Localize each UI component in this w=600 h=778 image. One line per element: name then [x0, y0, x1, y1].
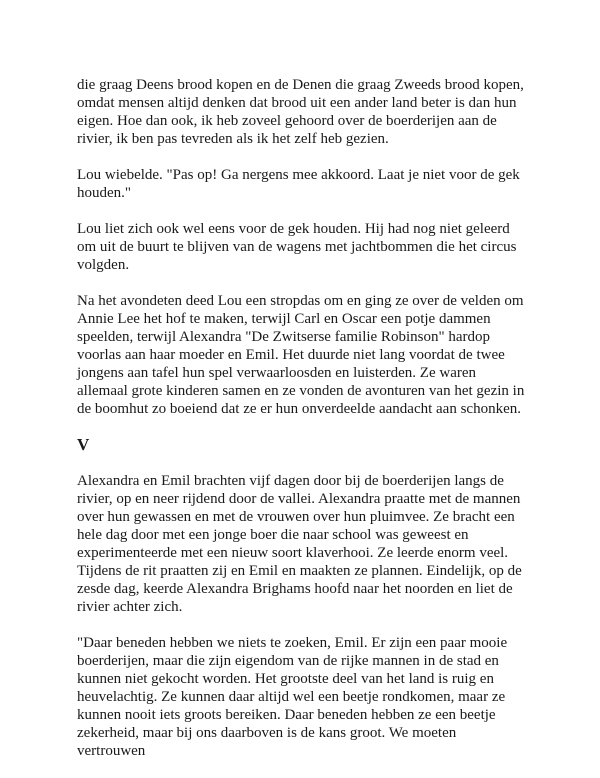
paragraph: Na het avondeten deed Lou een stropdas om en ging ze over de velden om Annie Lee het hof te maken, terwijl Carl en Oscar een potje dammen speelden, terwijl Alexandra "De Zwitserse familie Robinson" hardop voorlas aan haar moeder en Emil. Het duurde niet lang voordat de twee jongens aan tafel hun spel verwaarloosden en luisterden. Ze waren allemaal grote kinderen samen en ze vonden de avonturen van het gezin in de boomhut zo boeiend dat ze er hun onverdeelde aandacht aan schonken. [77, 293, 525, 417]
paragraph: Alexandra en Emil brachten vijf dagen door bij de boerderijen langs de rivier, op en neer rijdend door de vallei. Alexandra praatte met de mannen over hun gewassen en met de vrouwen over hun pluimvee. Ze bracht een hele dag door met een jonge boer die naar school was geweest en experimenteerde met een nieuw soort klaverhooi. Ze leerde enorm veel. Tijdens de rit praatten zij en Emil en maakten ze plannen. Eindelijk, op de zesde dag, keerde Alexandra Brighams hoofd naar het noorden en liet de rivier achter zich. [77, 473, 522, 615]
paragraph: Lou wiebelde. "Pas op! Ga nergens mee akkoord. Laat je niet voor de gek houden." [77, 167, 520, 201]
paragraph: "Daar beneden hebben we niets te zoeken, Emil. Er zijn een paar mooie boerderijen, maar die zijn eigendom van de rijke mannen in de stad en kunnen niet gekocht worden. Het grootste deel van het land is ruig en heuvelachtig. Ze kunnen daar altijd wel een beetje rondkomen, maar ze kunnen nooit iets groots bereiken. Daar beneden hebben ze een beetje zekerheid, maar bij ons daarboven is de kans groot. We moeten vertrouwen [77, 635, 508, 759]
paragraph: die graag Deens brood kopen en de Denen die graag Zweeds brood kopen, omdat mensen altijd denken dat brood uit een ander land beter is dan hun eigen. Hoe dan ook, ik heb zoveel gehoord over de boerderijen aan de rivier, ik ben pas tevreden als ik het zelf heb gezien. [77, 77, 524, 147]
paragraph: Lou liet zich ook wel eens voor de gek houden. Hij had nog niet geleerd om uit de buurt te blijven van de wagens met jachtbommen die het circus volgden. [77, 221, 517, 273]
document-page [77, 76, 527, 778]
chapter-heading: V [77, 435, 90, 454]
